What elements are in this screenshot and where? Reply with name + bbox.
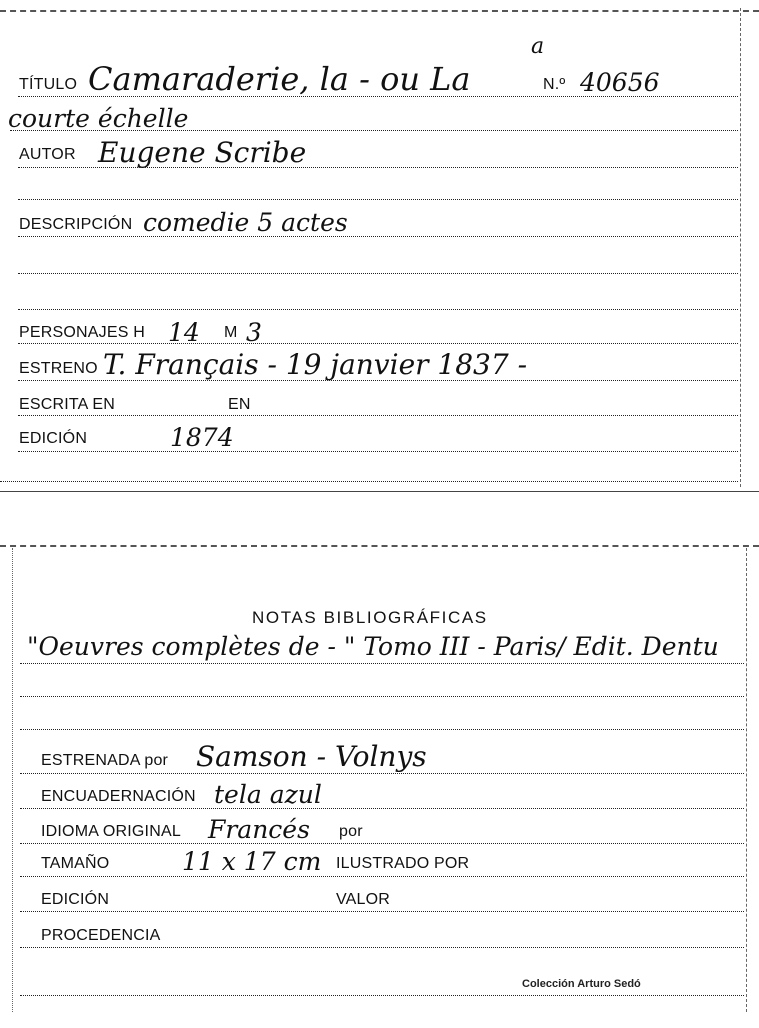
estrenada-rule <box>20 773 744 774</box>
titulo-label: TÍTULO <box>19 76 78 93</box>
titulo-cont-rule <box>10 130 738 131</box>
card-bottom-edge <box>0 491 759 492</box>
idioma-value: Francés <box>208 815 310 844</box>
personajes-rule <box>18 343 738 344</box>
valor-label: VALOR <box>336 891 391 908</box>
estreno-value: T. Français - 19 janvier 1837 - <box>103 348 528 381</box>
encuadernacion-label: ENCUADERNACIÓN <box>41 788 196 805</box>
procedencia-rule <box>20 947 744 948</box>
notas-rule-1 <box>20 663 744 664</box>
descripcion-value: comedie 5 actes <box>143 208 348 237</box>
idioma-rule <box>20 843 744 844</box>
procedencia-label: PROCEDENCIA <box>41 927 161 944</box>
blank-rule-2 <box>18 273 738 274</box>
estreno-label: ESTRENO <box>19 360 98 377</box>
blank-rule-1 <box>18 199 738 200</box>
card-right-edge <box>740 8 741 487</box>
tamano-value: 11 x 17 cm <box>182 847 322 876</box>
tamano-rule <box>20 876 744 877</box>
personajes-m-value: 3 <box>246 318 262 347</box>
por-label: por <box>339 823 363 840</box>
estreno-rule <box>18 380 738 381</box>
escrita-en-label: ESCRITA EN <box>19 396 115 413</box>
idioma-label: IDIOMA ORIGINAL <box>41 823 181 840</box>
tamano-label: TAMAÑO <box>41 855 110 872</box>
edicion-value: 1874 <box>170 423 234 452</box>
corner-mark: a <box>531 34 545 59</box>
card2-left-edge <box>12 548 13 1012</box>
edicion2-label: EDICIÓN <box>41 891 110 908</box>
escrita-rule <box>18 415 738 416</box>
blank-rule-3 <box>18 309 738 310</box>
autor-rule <box>18 167 738 168</box>
encuadernacion-rule <box>20 808 744 809</box>
estrenada-value: Samson - Volnys <box>196 740 427 773</box>
edicion2-rule <box>20 911 744 912</box>
numero-value: 40656 <box>580 68 660 97</box>
descripcion-rule <box>18 236 738 237</box>
autor-label: AUTOR <box>19 146 76 163</box>
notas-value: "Oeuvres complètes de - " Tomo III - Paris/ Edit. Dentu <box>27 632 719 661</box>
card2-top-edge <box>0 545 759 550</box>
en-label: EN <box>228 396 251 413</box>
notas-rule-3 <box>20 729 744 730</box>
titulo-continuation: courte échelle <box>8 104 189 133</box>
numero-label: N.º <box>543 76 566 93</box>
titulo-rule <box>18 96 738 97</box>
estrenada-label: ESTRENADA por <box>41 752 169 769</box>
encuadernacion-value: tela azul <box>214 780 322 809</box>
personajes-h-label: PERSONAJES H <box>19 324 145 341</box>
autor-value: Eugene Scribe <box>98 136 307 169</box>
card-top-edge <box>0 10 759 15</box>
collection-credit: Colección Arturo Sedó <box>522 978 641 990</box>
edicion-rule <box>18 451 738 452</box>
catalog-card-bottom <box>0 540 759 1020</box>
card2-bottom-rule <box>20 995 744 996</box>
catalog-card-top <box>0 0 759 495</box>
notas-rule-2 <box>20 696 744 697</box>
card2-right-edge <box>746 548 747 1012</box>
personajes-h-value: 14 <box>168 318 200 347</box>
ilustrado-label: ILUSTRADO POR <box>336 855 470 872</box>
notas-title: NOTAS BIBLIOGRÁFICAS <box>252 608 488 627</box>
card1-bottom-rule <box>0 481 738 482</box>
descripcion-label: DESCRIPCIÓN <box>19 216 133 233</box>
titulo-value: Camaraderie, la - ou La <box>88 60 471 98</box>
personajes-m-label: M <box>224 324 238 341</box>
edicion-label: EDICIÓN <box>19 430 88 447</box>
